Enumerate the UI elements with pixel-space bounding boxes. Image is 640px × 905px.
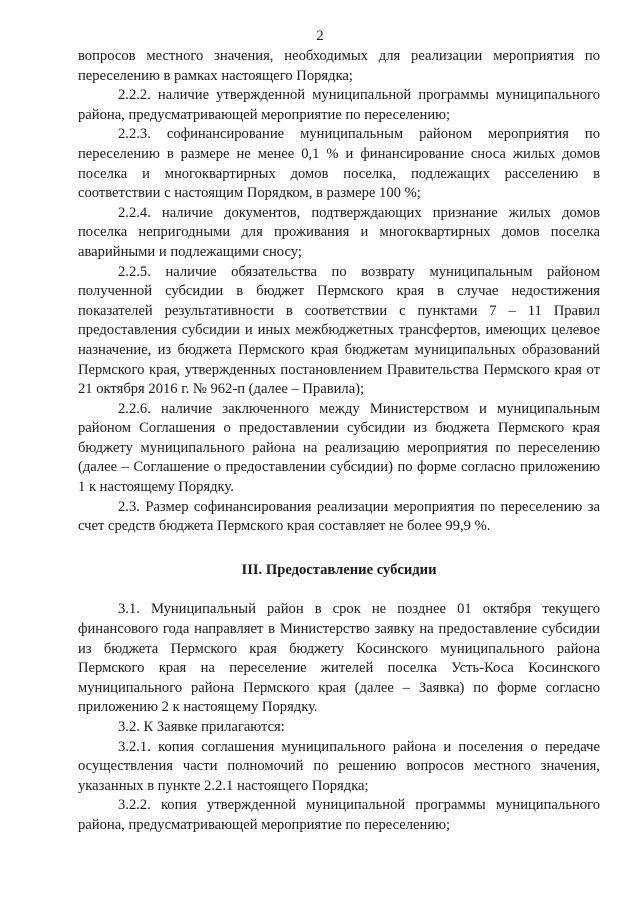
paragraph-2-2-5: 2.2.5. наличие обязательства по возврату муниципальным районом полученной субсидии в бюджет Пермского края в случае недостижения показателей результативности в соответствии с пунктами 7 – 11 Правил предоставления субсидии и иных межбюджетных трансфертов, имеющих целевое назначение, из бюджета Пермского края бюджетам муниципальных образований Пермского края, утвержденных постановлением Правительства Пермского края от 21 октября 2016 г. № 962-п (далее – Правила); (78, 263, 600, 398)
paragraph-3-2: 3.2. К Заявке прилагаются: (118, 719, 285, 735)
paragraph-3-1: 3.1. Муниципальный район в срок не позднее 01 октября текущего финансового года направляет в Министерство заявку на предоставление субсидии из бюджета Пермского края бюджету Косинского муниципального района Пермского края на переселение жителей поселка Усть-Коса Косинского муниципального района Пермского края (далее – Заявка) по форме согласно приложению 2 к настоящему Порядку. (78, 601, 600, 716)
paragraph-3-2-2: 3.2.2. копия утвержденной муниципальной программы муниципального района, предусматривающей мероприятие по переселению; (78, 797, 600, 833)
paragraph-2-2-2: 2.2.2. наличие утвержденной муниципальной программы муниципального района, предусматривающей мероприятие по переселению; (78, 87, 600, 123)
document-body (78, 47, 600, 836)
page-number: 2 (316, 28, 324, 44)
section-heading: III. Предоставление субсидии (241, 561, 437, 578)
paragraph-continuation: вопросов местного значения, необходимых для реализации мероприятия по переселению в рамках настоящего Порядка; (78, 48, 600, 84)
paragraph-3-2-1: 3.2.1. копия соглашения муниципального района и поселения о передаче осуществления части полномочий по решению вопросов местного значения, указанных в пункте 2.2.1 настоящего Порядка; (78, 738, 600, 794)
paragraph-2-3: 2.3. Размер софинансирования реализации мероприятия по переселению за счет средств бюджета Пермского края составляет не более 99,9 %. (78, 498, 600, 535)
paragraph-2-2-4: 2.2.4. наличие документов, подтверждающих признание жилых домов поселка непригодными для проживания и многоквартирных домов поселка аварийными и подлежащими сносу; (78, 204, 600, 260)
paragraph-2-2-6: 2.2.6. наличие заключенного между Министерством и муниципальным районом Соглашения о предоставлении субсидии из бюджета Пермского края бюджету муниципального района на реализацию мероприятия по переселению (далее – Соглашение о предоставлении субсидии) по форме согласно приложению 1 к настоящему Порядку. (78, 400, 600, 496)
paragraph-2-2-3: 2.2.3. софинансирование муниципальным районом мероприятия по переселению в размере не менее 0,1 % и финансирование сноса жилых домов поселка и многоквартирных домов поселка, подлежащих расселению в соответствии с настоящим Порядком, в размере 100 %; (78, 126, 600, 202)
